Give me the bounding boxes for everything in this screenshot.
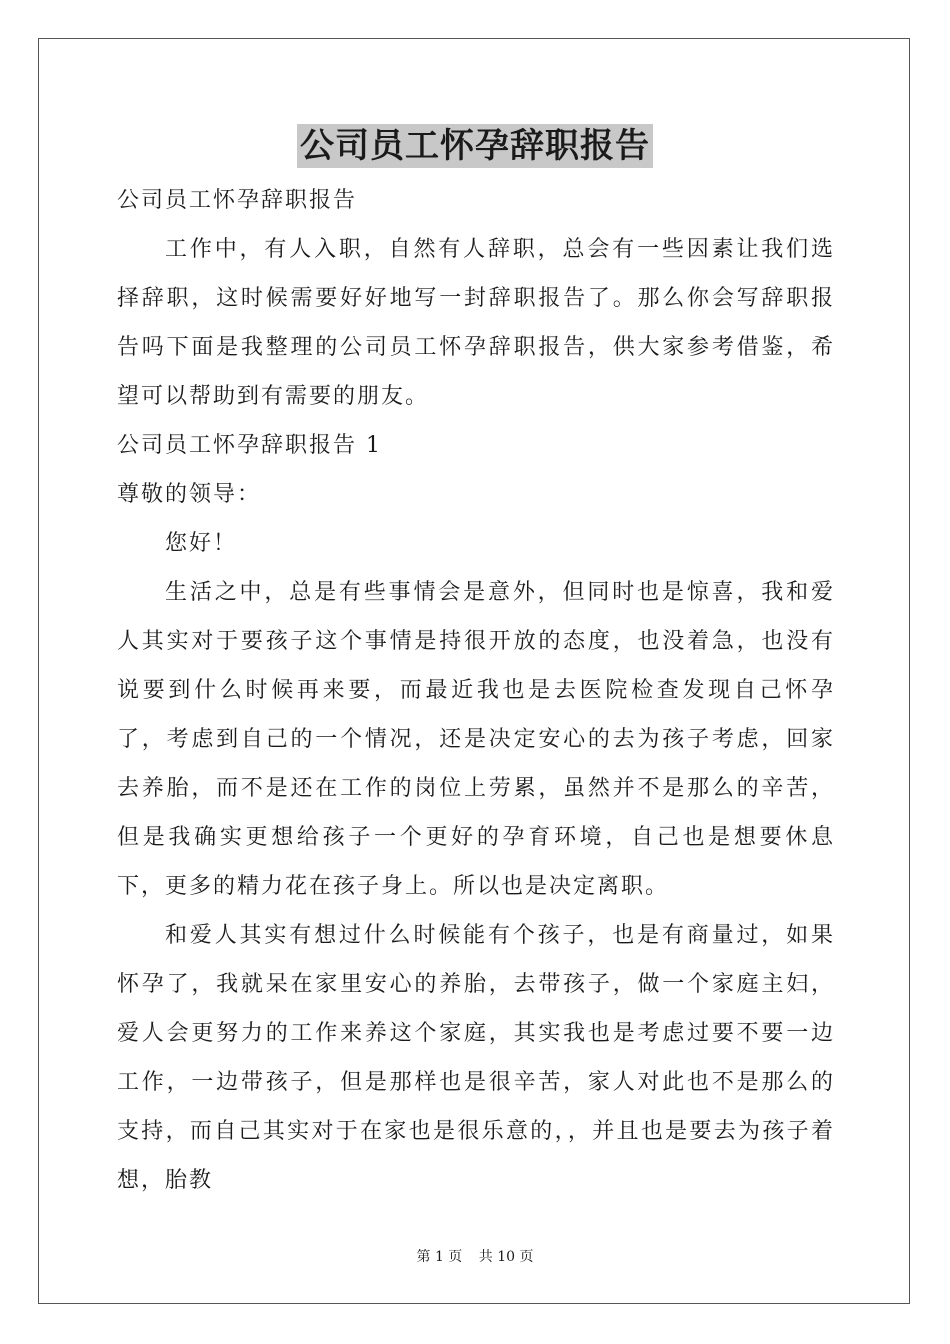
document-body bbox=[117, 176, 835, 1205]
page-number: 第 1 页 bbox=[416, 1249, 463, 1265]
intro-paragraph: 工作中，有人入职，自然有人辞职，总会有一些因素让我们选择辞职，这时候需要好好地写一封辞职报告了。那么你会写辞职报告吗下面是我整理的公司员工怀孕辞职报告，供大家参考借鉴，希望可以帮助到有需要的朋友。 bbox=[117, 237, 835, 409]
document-title: 公司员工怀孕辞职报告 bbox=[297, 124, 653, 168]
page-footer bbox=[0, 1246, 950, 1266]
title-container bbox=[0, 124, 950, 168]
greeting: 您好！ bbox=[165, 531, 238, 556]
body-paragraph: 和爱人其实有想过什么时候能有个孩子，也是有商量过，如果怀孕了，我就呆在家里安心的养胎，去带孩子，做一个家庭主妇，爱人会更努力的工作来养这个家庭，其实我也是考虑过要不要一边工作，一边带孩子，但是那样也是很辛苦，家人对此也不是那么的支持，而自己其实对于在家也是很乐意的，，并且也是要去为孩子着想，胎教 bbox=[117, 923, 835, 1193]
section-heading: 公司员工怀孕辞职报告 1 bbox=[117, 433, 382, 458]
page-total: 共 10 页 bbox=[478, 1249, 534, 1265]
subtitle-paragraph: 公司员工怀孕辞职报告 bbox=[117, 188, 358, 213]
salutation: 尊敬的领导： bbox=[117, 482, 262, 507]
body-paragraph: 生活之中，总是有些事情会是意外，但同时也是惊喜，我和爱人其实对于要孩子这个事情是持很开放的态度，也没着急，也没有说要到什么时候再来要，而最近我也是去医院检查发现自己怀孕了，考虑到自己的一个情况，还是决定安心的去为孩子考虑，回家去养胎，而不是还在工作的岗位上劳累，虽然并不是那么的辛苦，但是我确实更想给孩子一个更好的孕育环境，自己也是想要休息下，更多的精力花在孩子身上。所以也是决定离职。 bbox=[117, 580, 835, 899]
